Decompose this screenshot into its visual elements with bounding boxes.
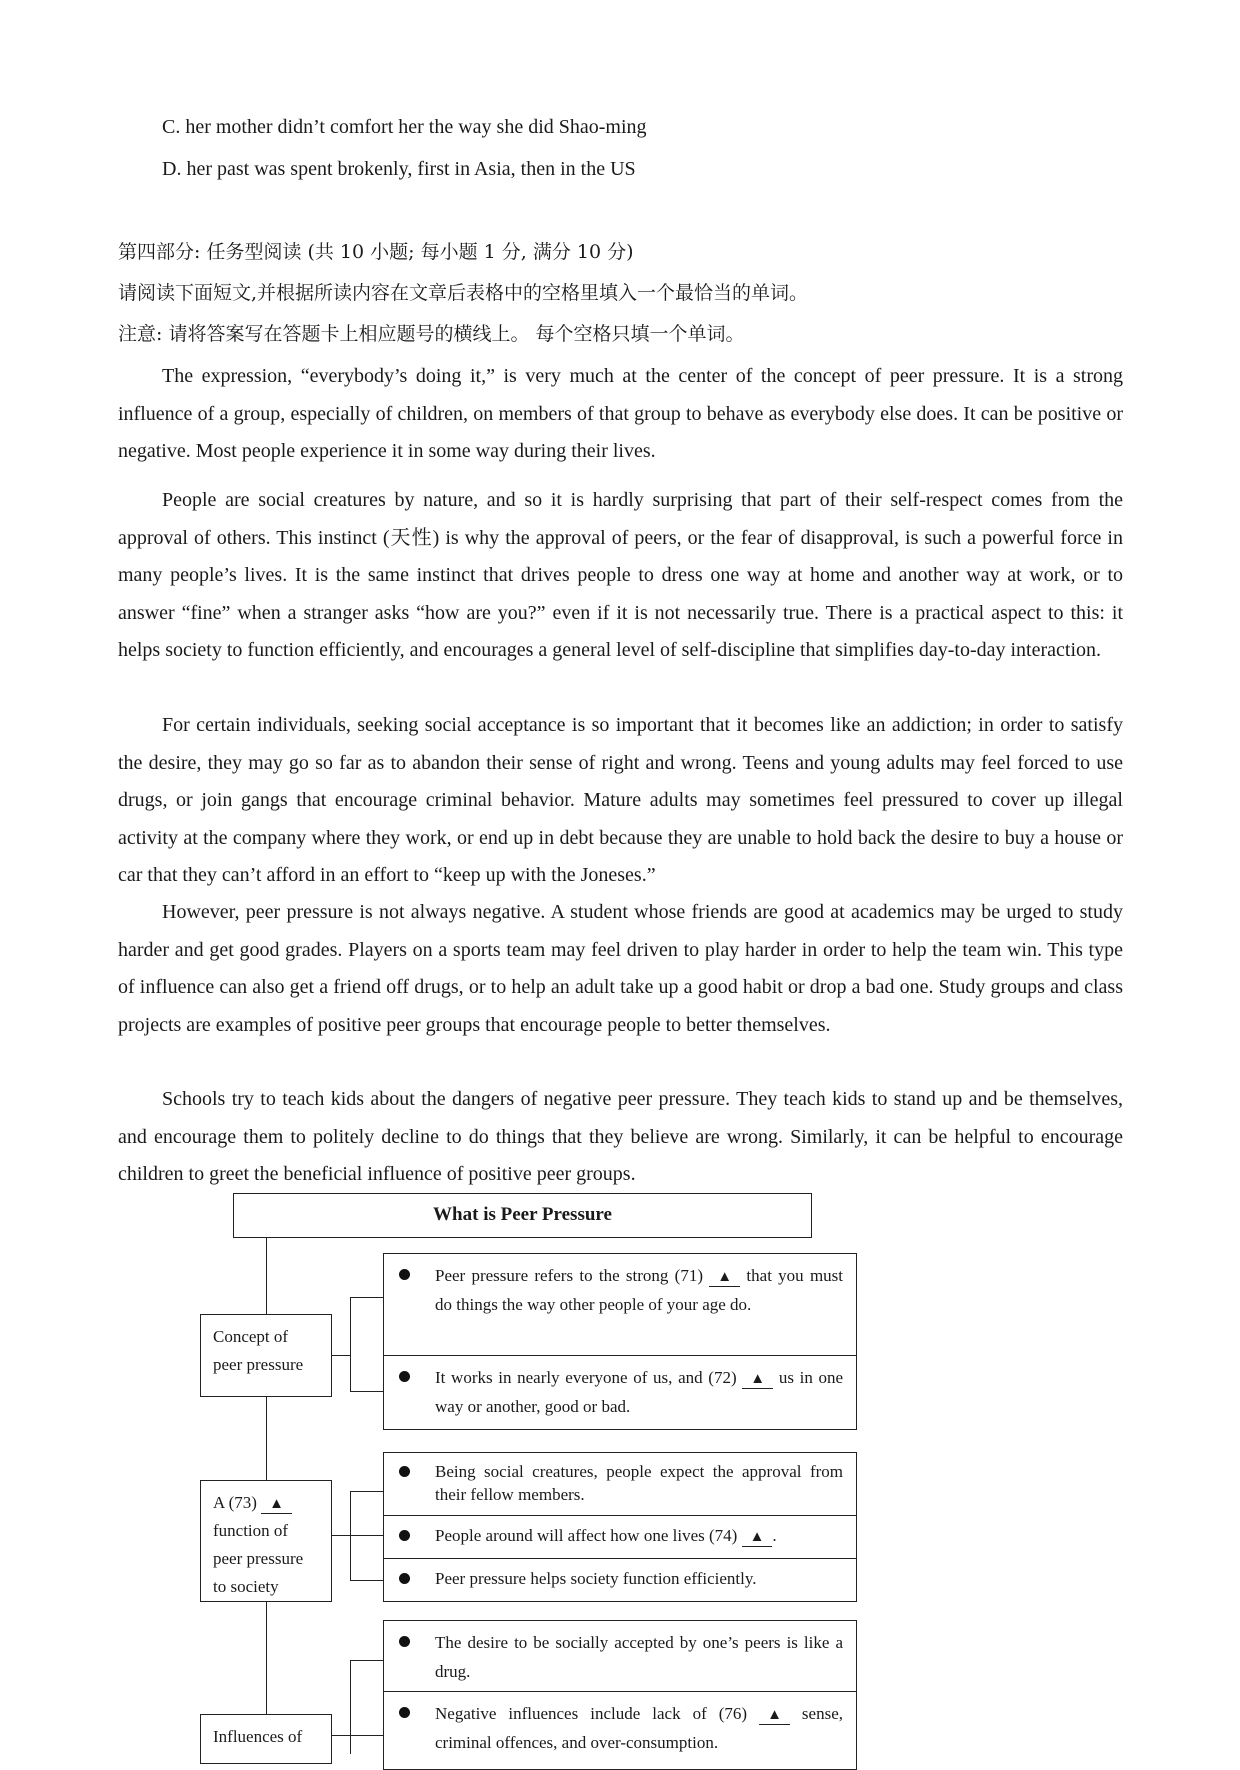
bracket-2-top [350,1491,383,1492]
passage-paragraph-2: People are social creatures by nature, and so it is hardly surprising that part of their self-respect comes from the approval of others. This instinct (天性) is why the approval of peers, or the fear of disapproval, is such a powerful force in many people’s lives. It is the same instinct that drives people to dress one way at home and another way at work, or to answer “fine” when a stranger asks “how are you?” even if it is not necessarily true. There is a practical aspect to this: it helps society to function efficiently, and encourages a general level of self-discipline that simplifies day-to-day interaction. [118,489,1123,661]
row-71-pre: Peer pressure refers to the strong [435,1266,669,1285]
bullet-icon [399,1707,410,1718]
section-note: 注意: 请将答案写在答题卡上相应题号的横线上。 每个空格只填一个单词。 [118,323,745,345]
bracket-1-bottom [350,1391,383,1392]
option-d: D. her past was spent brokenly, first in Asia, then in the US [162,158,636,180]
row-76 [383,1691,857,1754]
row-social-text: Being social creatures, people expect the approval from their fellow members. [435,1462,843,1504]
bracket-1-top [350,1297,383,1298]
row-72 [383,1355,857,1430]
passage-paragraph-5: Schools try to teach kids about the dangers of negative peer pressure. They teach kids to stand up and be themselves, and encourage them to politely decline to do things that they believe are wrong. Similarly, it can be helpful to encourage children to greet the beneficial influence of positive peer groups. [118,1088,1123,1185]
row-74-post: . [772,1526,777,1545]
row-74-num: (74) [708,1526,738,1545]
blank-76[interactable]: ▲ [759,1706,790,1725]
row-71-post: that you must do things the way other people of your age do. [435,1266,844,1314]
row-72-pre: It works in nearly everyone of us, and [435,1368,703,1387]
function-label-post: function of peer pressure to society [213,1521,304,1596]
bracket-3-mid [332,1735,383,1736]
bracket-2-bottom [350,1580,383,1581]
passage-paragraph-3: For certain individuals, seeking social acceptance is so important that it becomes like an addiction; in order to satisfy the desire, they may go so far as to abandon their sense of right and wrong. Teens and young adults may feel forced to use drugs, or join gangs that encourage criminal behavior. Mature adults may sometimes feel pressured to cover up illegal activity at the company where they work, or end up in debt because they are unable to hold back the desire to buy a house or car that they can’t afford in an effort to “keep up with the Joneses.” [118,714,1123,886]
bullet-icon [399,1530,410,1541]
blank-72[interactable]: ▲ [742,1370,773,1389]
table-title: What is Peer Pressure [233,1193,812,1238]
bullet-icon [399,1573,410,1584]
row-76-post: sense, criminal offences, and over-consumption. [435,1704,843,1752]
bullet-icon [399,1371,410,1382]
bullet-icon [399,1466,410,1477]
row-social [383,1452,857,1515]
row-efficient-text: Peer pressure helps society function efficiently. [435,1569,757,1588]
section-heading: 第四部分: 任务型阅读 (共 10 小题; 每小题 1 分, 满分 10 分) [118,241,634,263]
row-74 [383,1515,857,1558]
row-efficient [383,1558,857,1602]
row-71-num: (71) [674,1266,703,1285]
row-76-num: (76) [718,1704,748,1723]
row-72-post: us in one way or another, good or bad. [435,1368,844,1416]
blank-74[interactable]: ▲ [742,1528,773,1547]
bullet-icon [399,1269,410,1280]
row-71 [383,1253,857,1355]
concept-label: Concept of peer pressure [213,1327,304,1374]
influences-label: Influences of [213,1727,303,1746]
row-72-num: (72) [708,1368,737,1387]
row-74-pre: People around will affect how one lives [435,1526,705,1545]
blank-71[interactable]: ▲ [709,1268,740,1287]
bracket-3-top [350,1660,383,1661]
influences-label-box [200,1714,332,1764]
row-drug [383,1620,857,1691]
passage-paragraph-4: However, peer pressure is not always negative. A student whose friends are good at academics may be urged to study harder and get good grades. Players on a sports team may feel driven to play harder in order to help the team win. This type of influence can also get a friend off drugs, or to help an adult take up a good habit or drop a bad one. Study groups and class projects are examples of positive peer groups that encourage people to better themselves. [118,901,1123,1036]
function-label-box [200,1480,332,1602]
bracket-1-stem [332,1355,350,1356]
passage-paragraph-1: The expression, “everybody’s doing it,” is very much at the center of the concept of peer pressure. It is a strong influence of a group, especially of children, on members of that group to behave as everybody else does. It can be positive or negative. Most people experience it in some way during their lives. [118,365,1123,462]
section-instruction: 请阅读下面短文,并根据所读内容在文章后表格中的空格里填入一个最恰当的单词。 [118,282,809,304]
bracket-3 [350,1660,351,1754]
option-c: C. her mother didn’t comfort her the way she did Shao-ming [162,116,647,138]
blank-73[interactable]: ▲ [261,1495,292,1514]
bullet-icon [399,1636,410,1647]
bracket-2-mid [350,1535,383,1536]
row-drug-text: The desire to be socially accepted by one’s peers is like a drug. [435,1633,843,1681]
bracket-1 [350,1297,351,1391]
concept-label-box [200,1314,332,1397]
function-label-num: (73) [228,1493,257,1512]
bracket-2-stem [332,1535,350,1536]
row-76-pre: Negative influences include lack of [435,1704,707,1723]
function-label-pre: A [213,1493,225,1512]
